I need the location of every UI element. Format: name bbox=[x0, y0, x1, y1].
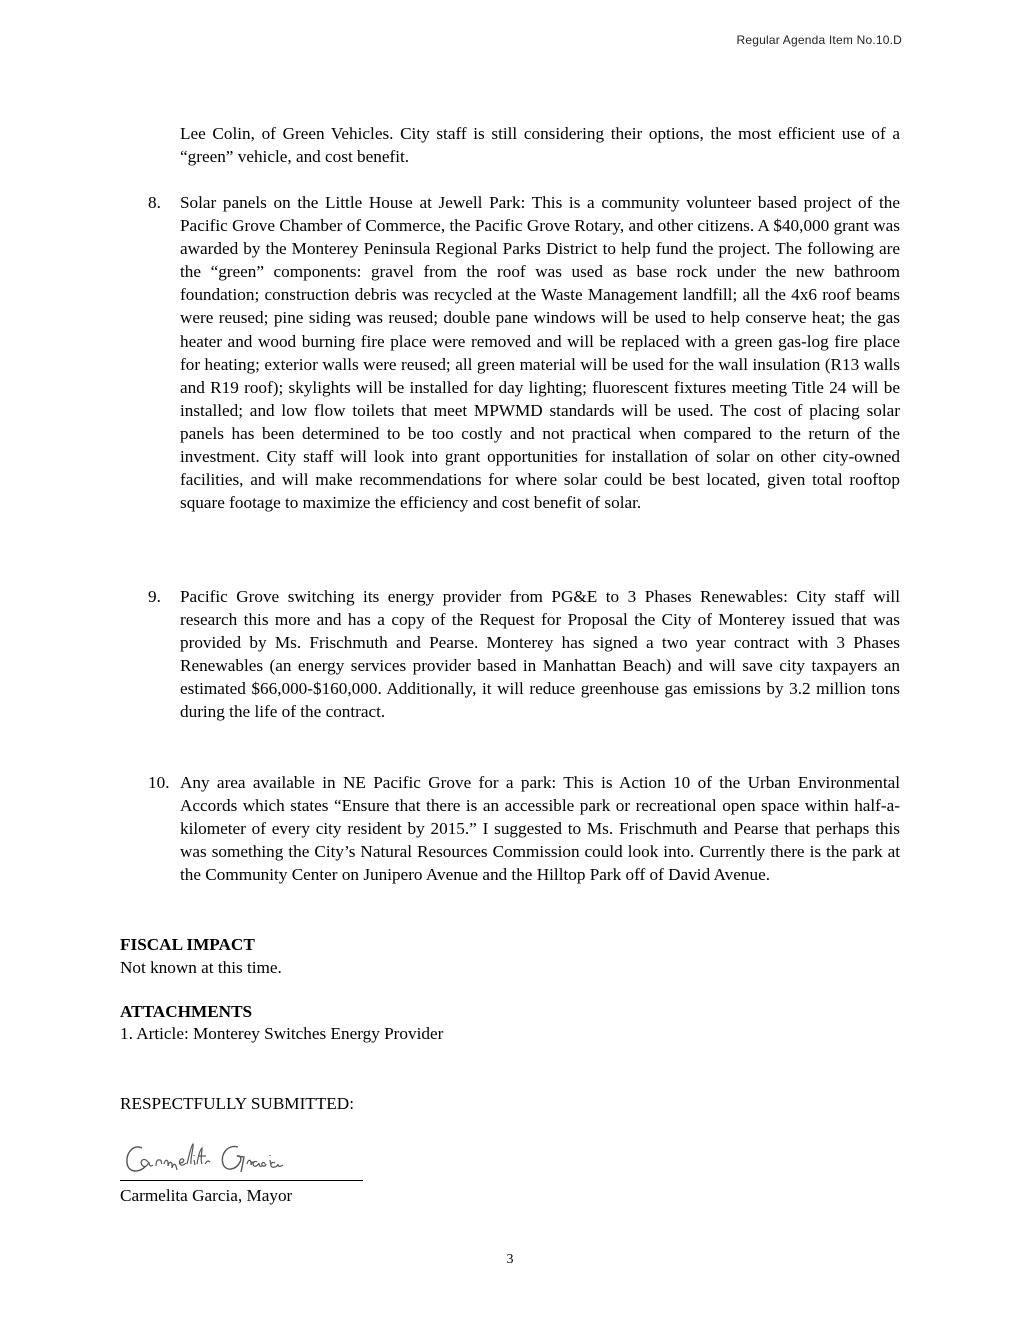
list-item-8 bbox=[148, 191, 900, 514]
item-text: Pacific Grove switching its energy provider from PG&E to 3 Phases Renewables: City staff will research this more and has a copy of the Request for Proposal the City of Monterey issued that was provided by Ms. Frischmuth and Pearse. Monterey has signed a two year contract with 3 Phases Renewables (an energy services provider based in Manhattan Beach) and will save city taxpayers an estimated $66,000-$160,000. Additionally, it will reduce greenhouse gas emissions by 3.2 million tons during the life of the contract. bbox=[180, 587, 900, 722]
item-number: 9. bbox=[148, 587, 161, 606]
fiscal-impact-heading: FISCAL IMPACT bbox=[120, 935, 255, 954]
agenda-item-header: Regular Agenda Item No.10.D bbox=[736, 33, 902, 47]
item-number: 10. bbox=[148, 773, 170, 792]
item-number: 8. bbox=[148, 193, 161, 212]
attachments-heading: ATTACHMENTS bbox=[120, 1002, 253, 1021]
signer-name: Carmelita Garcia, Mayor bbox=[120, 1186, 293, 1205]
list-item-10 bbox=[148, 771, 900, 886]
item-text: Any area available in NE Pacific Grove for a park: This is Action 10 of the Urban Environmental Accords which states “Ensure that there is an accessible park or recreational open space within half-a-kilometer of every city resident by 2015.” I suggested to Ms. Frischmuth and Pearse that perhaps this was something the City’s Natural Resources Commission could look into. Currently there is the park at the Community Center on Junipero Avenue and the Hilltop Park off of David Avenue. bbox=[180, 773, 900, 885]
continuation-paragraph: Lee Colin, of Green Vehicles. City staff is still considering their options, the most efficient use of a “green” vehicle, and cost benefit. bbox=[180, 124, 900, 167]
list-item-9 bbox=[148, 585, 900, 724]
signature-line bbox=[120, 1130, 363, 1181]
respectfully-submitted-label: RESPECTFULLY SUBMITTED: bbox=[120, 1094, 354, 1113]
page-number: 3 bbox=[506, 1252, 514, 1267]
fiscal-impact-text: Not known at this time. bbox=[120, 958, 282, 977]
item-text: Solar panels on the Little House at Jewell Park: This is a community volunteer based project of the Pacific Grove Chamber of Commerce, the Pacific Grove Rotary, and other citizens. A $40,000 grant was awarded by the Monterey Peninsula Regional Parks District to help fund the project. The following are the “green” components: gravel from the roof was used as base rock under the new bathroom foundation; construction debris was recycled at the Waste Management landfill; all the 4x6 roof beams were reused; pine siding was reused; double pane windows will be used to help conserve heat; the gas heater and wood burning fire place were removed and will be replaced with a green gas-log fire place for heating; exterior walls were reused; all green material will be used for the wall insulation (R13 walls and R19 roof); skylights will be installed for day lighting; fluorescent fixtures meeting Title 24 will be installed; and low flow toilets that meet MPWMD standards will be used. The cost of placing solar panels has been determined to be too costly and not practical when compared to the return of the investment. City staff will look into grant opportunities for installation of solar on other city-owned facilities, and will make recommendations for where solar could be best located, given total rooftop square footage to maximize the efficiency and cost benefit of solar. bbox=[180, 193, 900, 513]
signature-image bbox=[120, 1130, 363, 1180]
attachment-item: 1. Article: Monterey Switches Energy Provider bbox=[120, 1024, 444, 1043]
